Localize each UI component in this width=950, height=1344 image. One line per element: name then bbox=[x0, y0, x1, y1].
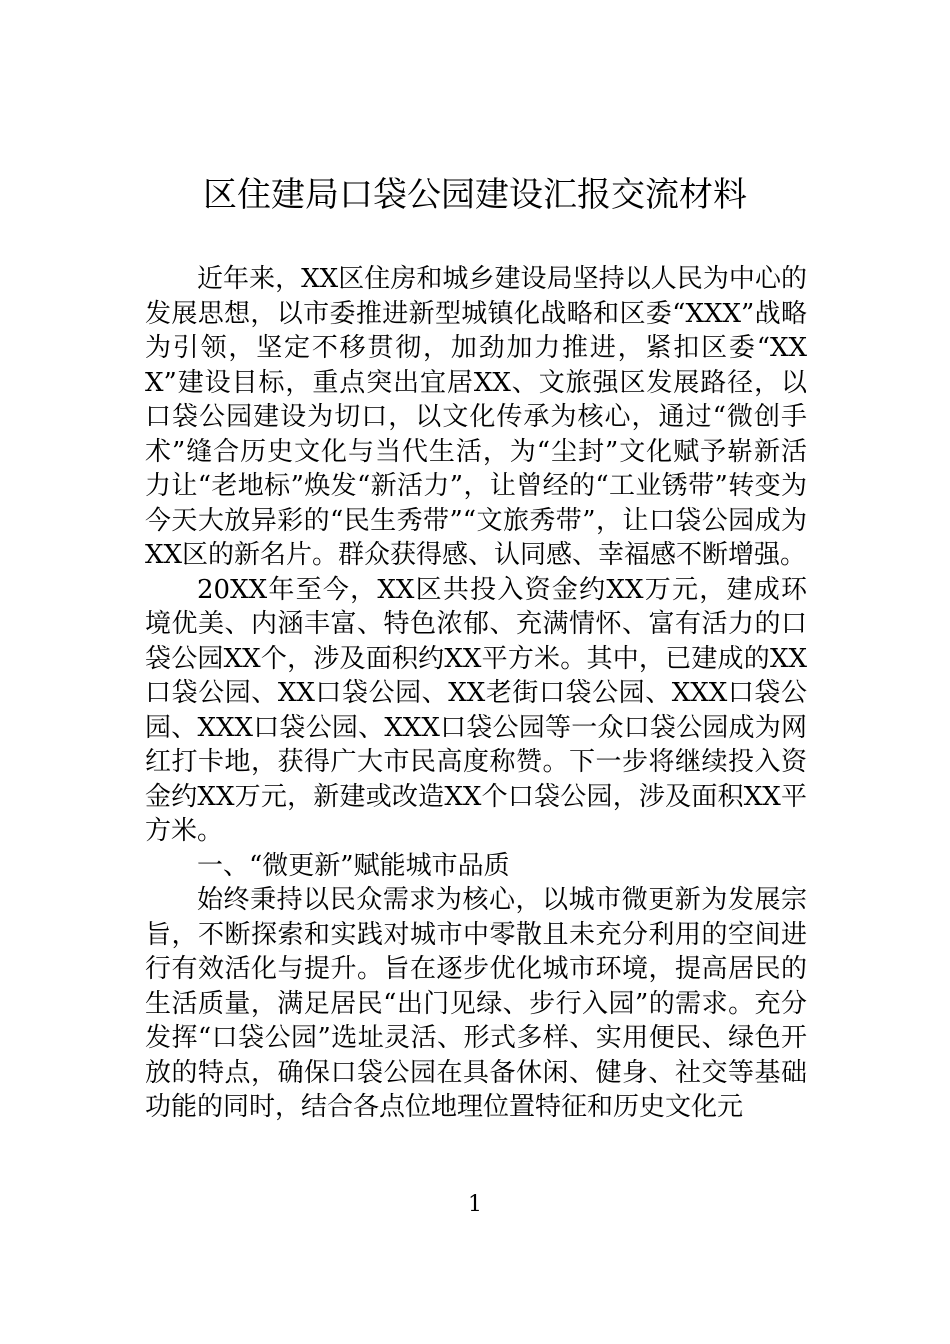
page-number: 1 bbox=[468, 1192, 482, 1217]
body-paragraph: 始终秉持以民众需求为核心，以城市微更新为发展宗旨，不断探索和实践对城市中零散且未充分利用的空间进行有效活化与提升。旨在逐步优化城市环境，提高居民的生活质量，满足居民“出门见绿、步行入园”的需求。充分发挥“口袋公园”选址灵活、形式多样、实用便民、绿色开放的特点，确保口袋公园在具备休闲、健身、社交等基础功能的同时，结合各点位地理位置特征和历史文化元 bbox=[145, 885, 807, 1122]
document-body bbox=[145, 262, 807, 1125]
body-paragraph: 近年来，XX区住房和城乡建设局坚持以人民为中心的发展思想，以市委推进新型城镇化战略和区委“XXX”战略为引领，坚定不移贯彻，加劲加力推进，紧扣区委“XXX”建设目标，重点突出宜居XX、文旅强区发展路径，以口袋公园建设为切口，以文化传承为核心，通过“微创手术”缝合历史文化与当代生活，为“尘封”文化赋予崭新活力让“老地标”焕发“新活力”，让曾经的“工业锈带”转变为今天大放异彩的“民生秀带”“文旅秀带”，让口袋公园成为XX区的新名片。群众获得感、认同感、幸福感不断增强。 bbox=[145, 264, 807, 570]
body-paragraph: 20XX年至今，XX区共投入资金约XX万元，建成环境优美、内涵丰富、特色浓郁、充满情怀、富有活力的口袋公园XX个，涉及面积约XX平方米。其中，已建成的XX口袋公园、XX口袋公园、XX老街口袋公园、XXX口袋公园、XXX口袋公园、XXX口袋公园等一众口袋公园成为网红打卡地，获得广大市民高度称赞。下一步将继续投入资金约XX万元，新建或改造XX个口袋公园，涉及面积XX平方米。 bbox=[145, 574, 807, 846]
section-heading: 一、“微更新”赋能城市品质 bbox=[197, 850, 510, 881]
document-title: 区住建局口袋公园建设汇报交流材料 bbox=[203, 175, 747, 215]
